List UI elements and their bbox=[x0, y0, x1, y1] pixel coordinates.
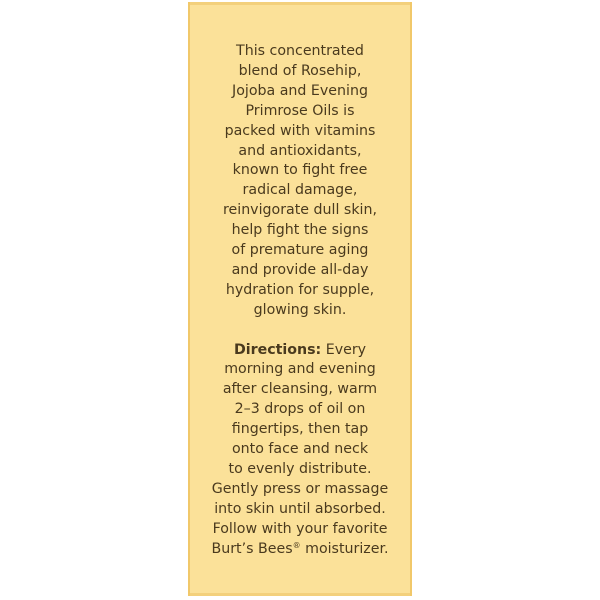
directions-line: fingertips, then tap bbox=[231, 421, 369, 438]
box-top-edge bbox=[190, 2, 410, 5]
description-line: of premature aging bbox=[231, 242, 369, 259]
brand-name: Burt’s Bees bbox=[211, 540, 293, 557]
directions-line: Follow with your favorite bbox=[212, 520, 388, 537]
description-line: This concentrated bbox=[236, 43, 364, 59]
description-line: and provide all-day bbox=[231, 261, 369, 278]
description-line: glowing skin. bbox=[253, 301, 347, 318]
directions-line: into skin until absorbed. bbox=[214, 500, 386, 517]
directions-line: onto face and neck bbox=[231, 441, 369, 458]
registered-mark: ® bbox=[292, 540, 301, 550]
description-line: hydration for supple, bbox=[225, 281, 375, 298]
directions-first-line bbox=[190, 341, 410, 361]
directions-last-line bbox=[190, 540, 410, 560]
description-line: packed with vitamins bbox=[224, 122, 376, 139]
description-line: help fight the signs bbox=[231, 222, 369, 239]
directions-first-text: Every bbox=[321, 341, 367, 358]
directions-line: to evenly distribute. bbox=[228, 461, 372, 478]
directions-line: Gently press or massage bbox=[211, 480, 389, 497]
box-bottom-edge bbox=[190, 593, 410, 596]
paragraph-gap bbox=[190, 321, 410, 341]
panel-copy bbox=[190, 42, 410, 560]
description-line: and antioxidants, bbox=[238, 142, 362, 159]
directions-line: after cleansing, warm bbox=[222, 381, 378, 398]
description-line: Jojoba and Evening bbox=[232, 82, 368, 99]
description-line: Primrose Oils is bbox=[245, 102, 355, 119]
description-line: known to fight free bbox=[232, 162, 368, 179]
description-line: reinvigorate dull skin, bbox=[223, 202, 377, 219]
description-line: blend of Rosehip, bbox=[238, 62, 362, 79]
box-side-panel bbox=[188, 2, 412, 596]
directions-last-text: moisturizer. bbox=[300, 540, 389, 557]
directions-line: 2–3 drops of oil on bbox=[234, 401, 366, 418]
description-line: radical damage, bbox=[242, 182, 358, 199]
directions-line: morning and evening bbox=[224, 361, 376, 378]
directions-heading: Directions: bbox=[233, 341, 322, 358]
